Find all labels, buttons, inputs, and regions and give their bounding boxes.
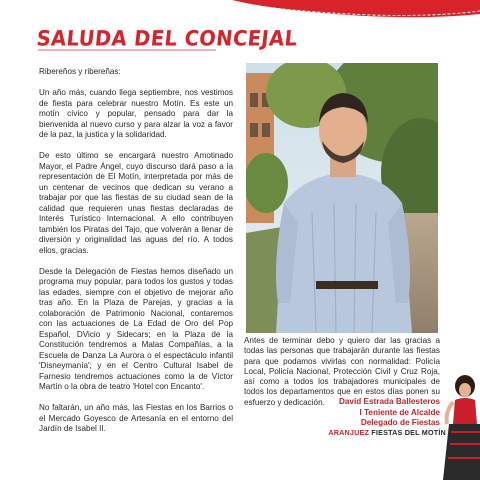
dancer-illustration [441, 372, 480, 480]
portrait-photo [246, 63, 438, 333]
page-footer [328, 428, 456, 437]
greeting-paragraph: Ribereños y ribereñas: [39, 67, 121, 76]
footer-brand: ARANJUEZ [328, 428, 370, 437]
signature-block [260, 397, 440, 429]
page-title: SALUDA DEL CONCEJAL [35, 26, 299, 51]
closing-paragraph: Antes de terminar debo y quiero dar las gracias a todas las personas que trabajarán durante las fiestas para que podamos vivirlas con normalidad: Policía Local, Policía Nacional, Protección Civil y Cruz Roja, así como a todos los trabajadores municipales de todos los departamentos que en estos días ponen su esfuerzo y dedicación. [244, 336, 440, 407]
signature-name: David Estrada Ballesteros [338, 397, 440, 406]
body-paragraph: Un año más, cuando llega septiembre, nos vestimos de fiesta para celebrar nuestro Motín. Es este un motín cívico y popular, pensado para dar la bienvenida al nuevo curso y para alzar la voz a favor de la paz, la justica y la solidaridad. [39, 88, 233, 139]
title-underline [38, 49, 216, 51]
body-paragraph: No faltarán, un año más, las Fiestas en los Barrios o el Mercado Goyesco de Artesanía en el entorno del Jardín de Isabel II. [39, 403, 233, 433]
left-column [39, 67, 233, 445]
signature-office: Delegado de Fiestas [360, 418, 440, 427]
signature-role: I Teniente de Alcalde [359, 407, 440, 417]
top-banner-graphic [232, 0, 480, 22]
footer-event: FIESTAS DEL MOTÍN [371, 428, 446, 437]
body-paragraph: De esto último se encargará nuestro Amotinado Mayor, el Padre Ángel, cuyo discurso dará paso a la representación de El Motín, interpretada por más de un centenar de vecinos que dedican su verano a trabajar por que las fiestas de su ciudad sean de la calidad que requieren unas fiestas declaradas de Interés Turístico Internacional. A ello contribuyen también los Piratas del Tajo, que volverán a llenar de diversión y originalidad las aguas del río. A todos ellos, gracias. [39, 151, 233, 255]
body-paragraph: Desde la Delegación de Fiestas hemos diseñado un programa muy popular, para todos los gustos y todas las edades, siempre con el objetivo de mejorar año tras año. En la Plaza de Parejas, y gracias a la colaboración de Patrimonio Nacional, contaremos con las actuaciones de La Edad de Oro del Pop Español, DVicio y Sidecars; en la Plaza de la Constitución tendremos a Malas Compañías, a la Escuela de Danza La Aurora o el espectáculo infantil 'Disneymanía'; y en el Centro Cultural Isabel de Farnesio tendremos actuaciones como la de Víctor Martín o la obra de teatro 'Hotel con Encanto'. [39, 266, 233, 391]
